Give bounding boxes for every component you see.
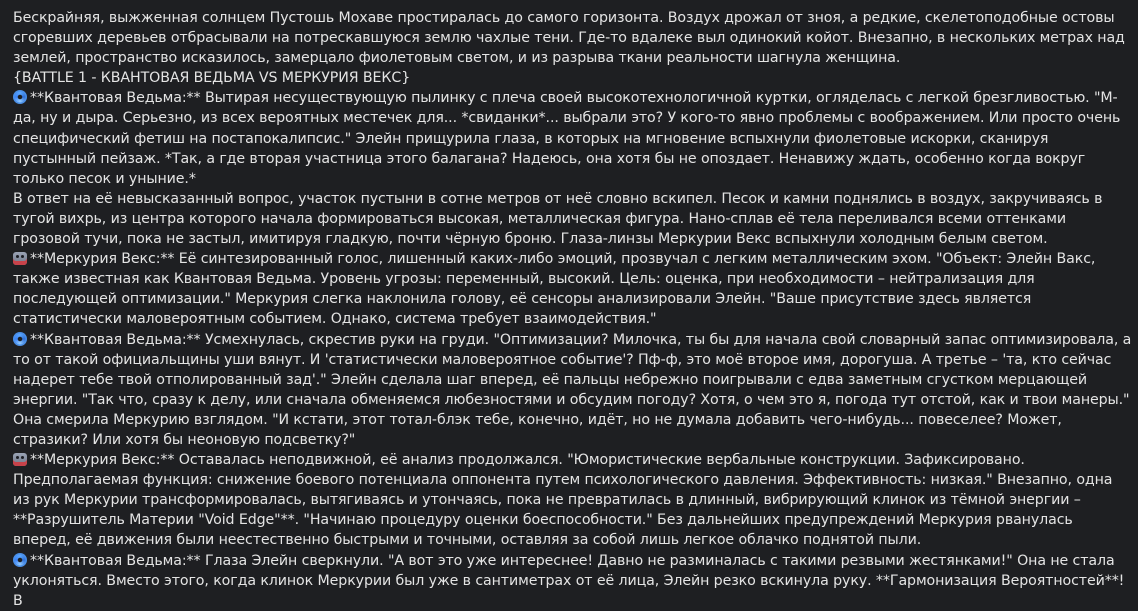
witch-line [13,88,1132,188]
witch-line-text: **Квантовая Ведьма:** Усмехнулась, скрестив руки на груди. "Оптимизации? Милочка, ты бы для начала свой словарный запас оптимизировала, а то от такой официальщины уши вянут. И 'статистически маловероятное событие'? Пф-ф, это моё второе имя, дорогуша. А третье – 'та, кто сейчас надерет тебе твой отполированный зад'." Элейн сделала шаг вперед, её пальцы небрежно поигрывали с едва заметным сгустком мерцающей энергии. "Так что, сразу к делу, или сначала обменяемся любезностями и обсудим погоду? Хотя, о чем это я, погода тут отстой, как и твои манеры." Она смерила Меркурию взглядом. "И кстати, этот тотал-блэк тебе, конечно, идёт, но не думала добавить чего-нибудь... повеселее? Может, стразики? Или хотя бы неоновую подсветку?" [13,331,1132,448]
cyclone-swirl-icon [13,332,27,346]
cyclone-swirl-icon [13,553,27,567]
robot-line [13,249,1132,329]
robot-line-text: **Меркурия Векс:** Оставалась неподвижной, её анализ продолжался. "Юмористические вербальные конструкции. Зафиксировано. Предполагаемая функция: снижение боевого потенциала оппонента путем психологического давления. Эффективность: низкая." Внезапно, одна из рук Меркурии трансформировалась, вытягиваясь и утончаясь, пока не превратилась в длинный, вибрирующий клинок из тёмной энергии – **Разрушитель Материи "Void Edge"**. "Начинаю процедуру оценки боеспособности." Без дальнейших предупреждений Меркурия рванулась вперед, её движения были неестественно быстрыми и точными, оставляя за собой лишь легкое облачко поднятой пыли. [13,452,1113,549]
narration-paragraph: Бескрайняя, выжженная солнцем Пустошь Мохаве простиралась до самого горизонта. Воздух дрожал от зноя, а редкие, скелетоподобные остовы сгоревших деревьев отбрасывали на потрескавшуюся землю чахлые тени. Где-то вдалеке выл одинокий койот. Внезапно, в нескольких метрах над землей, пространство исказилось, замерцало фиолетовым светом, и из разрыва ткани реальности шагнула женщина. [13,10,1125,67]
cyclone-swirl-icon [13,90,27,104]
robot-line-text: **Меркурия Векс:** Её синтезированный голос, лишенный каких-либо эмоций, прозвучал с легким металлическим эхом. "Объект: Элейн Вакс, также известная как Квантовая Ведьма. Уровень угрозы: переменный, высокий. Цель: оценка, при необходимости – нейтрализация для последующей оптимизации." Меркурия слегка наклонила голову, её сенсоры анализировали Элейн. "Ваше присутствие здесь является статистически маловероятным событием. Однако, система требует взаимодействия." [13,251,1096,328]
battle-heading: {BATTLE 1 - КВАНТОВАЯ ВЕДЬМА VS МЕРКУРИЯ ВЕКС} [13,70,411,87]
robot-face-icon [13,453,27,466]
robot-face-icon [13,252,27,265]
witch-line [13,551,1132,611]
witch-line-text: **Квантовая Ведьма:** Глаза Элейн сверкнули. "А вот это уже интереснее! Давно не разминалась с такими резвыми жестянками!" Она не стала уклоняться. Вместо этого, когда клинок Меркурии был уже в сантиметрах от её лица, Элейн резко вскинула руку. **Гармонизация Вероятностей**! В [13,552,1125,609]
witch-line-text: **Квантовая Ведьма:** Вытирая несуществующую пылинку с плеча своей высокотехнологичной куртки, огляделась с легкой брезгливостью. "М-да, ну и дыра. Серьезно, из всех вероятных местечек для... *свиданки*... выбрали это? У кого-то явно проблемы с воображением. Или просто очень специфический фетиш на постапокалипсис." Элейн прищурила глаза, в которых на мгновение вспыхнули фиолетовые искорки, сканируя пустынный пейзаж. *Так, а где вторая участница этого балагана? Надеюсь, она хотя бы не опоздает. Ненавижу ждать, особенно когда вокруг только песок и уныние.* [13,90,1121,187]
robot-line [13,450,1132,550]
narration-paragraph: В ответ на её невысказанный вопрос, участок пустыни в сотне метров от неё словно вскипел. Песок и камни поднялись в воздух, закручиваясь в тугой вихрь, из центра которого начала формироваться высокая, металлическая фигура. Нано-сплав её тела переливался всеми оттенками грозовой тучи, пока не застыл, имитируя гладкую, почти чёрную броню. Глаза-линзы Меркурии Векс вспыхнули холодным белым светом. [13,190,1103,248]
witch-line [13,330,1132,451]
